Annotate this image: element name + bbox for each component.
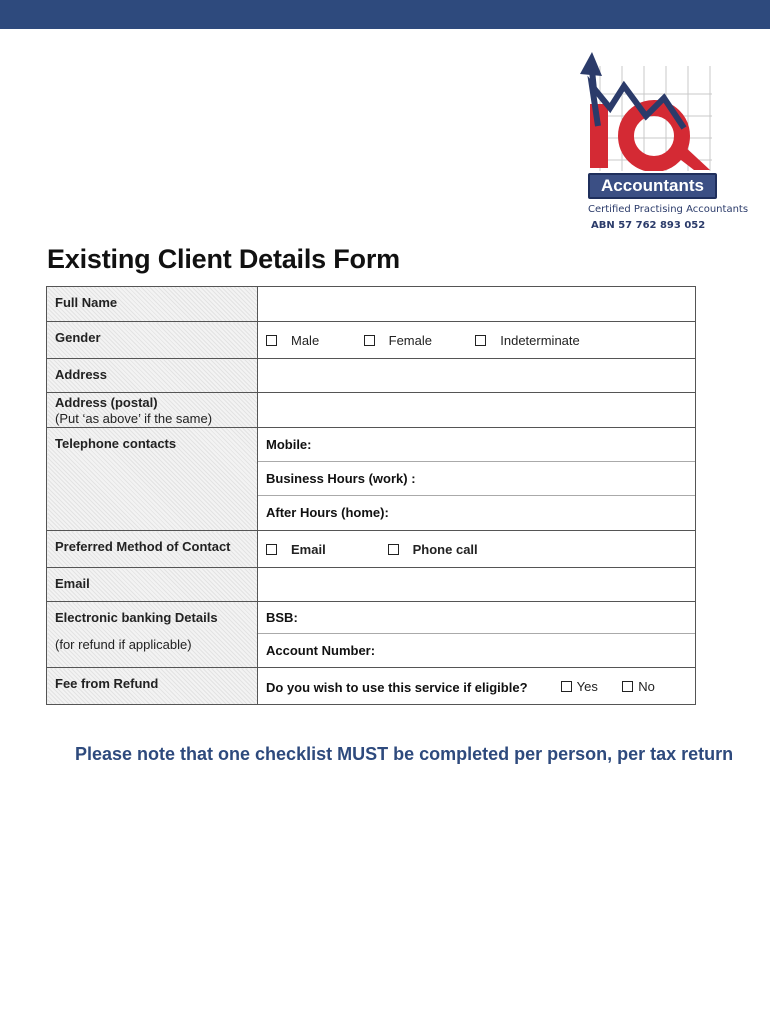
fee-label: Fee from Refund xyxy=(47,668,258,705)
contact-method-options xyxy=(258,531,696,568)
contact-method-label: Preferred Method of Contact xyxy=(47,531,258,568)
gender-label: Gender xyxy=(47,322,258,359)
banking-fields xyxy=(258,602,696,668)
gender-option-female[interactable]: Female xyxy=(364,333,472,348)
gender-options xyxy=(258,322,696,359)
email-label: Email xyxy=(47,568,258,602)
checklist-note: Please note that one checklist MUST be completed per person, per tax return xyxy=(75,744,734,764)
after-hours-field[interactable]: After Hours (home): xyxy=(266,505,389,520)
address-field[interactable] xyxy=(258,359,696,393)
fee-option-no[interactable]: No xyxy=(622,679,655,694)
checkbox-icon[interactable] xyxy=(266,544,277,555)
logo-badge: Accountants xyxy=(588,173,717,199)
banking-label: Electronic banking Details (for refund if applicable) xyxy=(47,602,258,668)
bsb-field[interactable]: BSB: xyxy=(258,602,695,634)
full-name-label: Full Name xyxy=(47,287,258,322)
address-label: Address xyxy=(47,359,258,393)
contact-option-email[interactable]: Email xyxy=(266,542,384,557)
full-name-field[interactable] xyxy=(258,287,696,322)
fee-question: Do you wish to use this service if eligible? xyxy=(266,680,528,695)
checkbox-icon[interactable] xyxy=(266,335,277,346)
checkbox-icon[interactable] xyxy=(388,544,399,555)
logo-tagline: Certified Practising Accountants xyxy=(588,204,749,215)
checkbox-icon[interactable] xyxy=(475,335,486,346)
checkbox-icon[interactable] xyxy=(622,681,633,692)
account-number-field[interactable]: Account Number: xyxy=(266,643,376,658)
postal-address-field[interactable] xyxy=(258,393,696,428)
fee-option-yes[interactable]: Yes xyxy=(561,679,619,694)
postal-address-hint: (Put ‘as above’ if the same) xyxy=(55,411,213,426)
business-hours-field[interactable]: Business Hours (work) : xyxy=(258,462,695,496)
gender-option-indeterminate[interactable]: Indeterminate xyxy=(475,333,580,348)
email-field[interactable] xyxy=(258,568,696,602)
logo-abn: ABN 57 762 893 052 xyxy=(591,220,706,231)
banking-hint: (for refund if applicable) xyxy=(55,637,192,652)
fee-options xyxy=(258,668,696,705)
checkbox-icon[interactable] xyxy=(364,335,375,346)
iq-chart-logo-icon xyxy=(572,46,742,171)
form-title: Existing Client Details Form xyxy=(47,244,400,274)
telephone-fields xyxy=(258,428,696,531)
telephone-label: Telephone contacts xyxy=(47,428,258,531)
mobile-field[interactable]: Mobile: xyxy=(258,428,695,462)
gender-option-male[interactable]: Male xyxy=(266,333,360,348)
company-logo xyxy=(572,46,749,236)
checkbox-icon[interactable] xyxy=(561,681,572,692)
top-header-bar xyxy=(0,0,770,29)
postal-address-label: Address (postal) (Put ‘as above’ if the same) xyxy=(47,393,258,428)
contact-option-phone[interactable]: Phone call xyxy=(388,542,478,557)
client-details-table xyxy=(46,286,696,705)
